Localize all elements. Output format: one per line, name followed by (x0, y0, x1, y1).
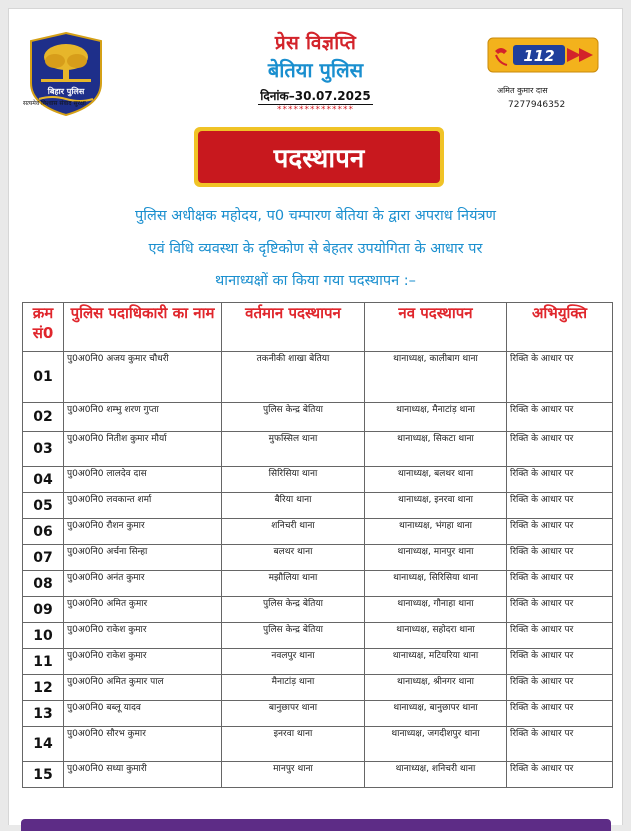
table-row (23, 432, 613, 467)
cell-name: पु0अ0नि0 रौशन कुमार (64, 519, 222, 545)
cell-sn: 14 (23, 727, 64, 762)
table-row (23, 623, 613, 649)
intro-line-3: थानाध्यक्षों का किया गया पदस्थापन :– (215, 273, 416, 289)
posting-table (22, 302, 613, 788)
table-row (23, 727, 613, 762)
cell-sn: 08 (23, 571, 64, 597)
table-row (23, 352, 613, 403)
cell-current: शनिचरी थाना (222, 519, 365, 545)
cell-new: थानाध्यक्ष, सिरिसिया थाना (365, 571, 507, 597)
table-row (23, 467, 613, 493)
cell-name: पु0अ0नि0 सध्या कुमारी (64, 762, 222, 788)
badge-number: 112 (523, 47, 555, 65)
cell-new: थानाध्यक्ष, बलथर थाना (365, 467, 507, 493)
cell-sn: 04 (23, 467, 64, 493)
cell-remark: रिक्ति के आधार पर (507, 597, 613, 623)
cell-remark: रिक्ति के आधार पर (507, 762, 613, 788)
cell-sn: 13 (23, 701, 64, 727)
cell-sn: 03 (23, 432, 64, 467)
banner-title: पदस्थापन (198, 131, 440, 183)
bottom-bar (21, 819, 611, 831)
table-row (23, 701, 613, 727)
intro-line-1: पुलिस अधीक्षक महोदय, प0 चम्पारण बेतिया के द्वारा अपराध नियंत्रण (135, 208, 496, 224)
cell-new: थानाध्यक्ष, भंगहा थाना (365, 519, 507, 545)
cell-new: थानाध्यक्ष, मानपुर थाना (365, 545, 507, 571)
header-remark: अभियुक्ति (507, 303, 613, 352)
header-new-posting: नव पदस्थापन (365, 303, 507, 352)
press-release-title: प्रेस विज्ञप्ति (274, 32, 357, 54)
cell-sn: 07 (23, 545, 64, 571)
cell-new: थानाध्यक्ष, बानुछापर थाना (365, 701, 507, 727)
contact-name: अमित कुमार दास (497, 86, 548, 95)
cell-current: पुलिस केन्द्र बेतिया (222, 623, 365, 649)
table-row (23, 571, 613, 597)
cell-remark: रिक्ति के आधार पर (507, 727, 613, 762)
cell-remark: रिक्ति के आधार पर (507, 432, 613, 467)
cell-current: बैरिया थाना (222, 493, 365, 519)
cell-sn: 11 (23, 649, 64, 675)
cell-current: बलथर थाना (222, 545, 365, 571)
cell-sn: 09 (23, 597, 64, 623)
cell-name: पु0अ0नि0 राकेश कुमार (64, 623, 222, 649)
cell-current: इनरवा थाना (222, 727, 365, 762)
table-row (23, 403, 613, 432)
cell-remark: रिक्ति के आधार पर (507, 403, 613, 432)
logo-tagline: सत्यमेव विश्वास संवाद सुरक्षा (23, 100, 86, 107)
stars-divider: ************** (277, 105, 354, 115)
cell-current: मझौलिया थाना (222, 571, 365, 597)
cell-remark: रिक्ति के आधार पर (507, 519, 613, 545)
cell-current: बानुछापर थाना (222, 701, 365, 727)
cell-sn: 12 (23, 675, 64, 701)
cell-new: थानाध्यक्ष, सिकटा थाना (365, 432, 507, 467)
cell-name: पु0अ0नि0 राकेश कुमार (64, 649, 222, 675)
cell-new: थानाध्यक्ष, श्रीनगर थाना (365, 675, 507, 701)
contact-phone: 7277946352 (508, 100, 566, 110)
cell-name: पु0अ0नि0 लवकान्त शर्मा (64, 493, 222, 519)
cell-current: पुलिस केन्द्र बेतिया (222, 597, 365, 623)
cell-current: नवलपुर थाना (222, 649, 365, 675)
cell-remark: रिक्ति के आधार पर (507, 675, 613, 701)
cell-name: पु0अ0नि0 लालदेव दास (64, 467, 222, 493)
cell-name: पु0अ0नि0 नितीश कुमार मौर्या (64, 432, 222, 467)
table-row (23, 762, 613, 788)
cell-new: थानाध्यक्ष, गौनाहा थाना (365, 597, 507, 623)
cell-current: मुफस्सिल थाना (222, 432, 365, 467)
table-row (23, 519, 613, 545)
cell-new: थानाध्यक्ष, शनिचरी थाना (365, 762, 507, 788)
table-row (23, 649, 613, 675)
cell-remark: रिक्ति के आधार पर (507, 571, 613, 597)
header-current-posting: वर्तमान पदस्थापन (222, 303, 365, 352)
cell-current: मानपुर थाना (222, 762, 365, 788)
cell-name: पु0अ0नि0 अजय कुमार चौधरी (64, 352, 222, 403)
cell-new: थानाध्यक्ष, मटियरिया थाना (365, 649, 507, 675)
cell-name: पु0अ0नि0 बब्लू यादव (64, 701, 222, 727)
cell-new: थानाध्यक्ष, मैनाटांड़ थाना (365, 403, 507, 432)
press-release-subtitle: बेतिया पुलिस (267, 58, 364, 82)
posting-banner (194, 127, 444, 187)
cell-name: पु0अ0नि0 अर्चना सिन्हा (64, 545, 222, 571)
cell-sn: 06 (23, 519, 64, 545)
logo-text: बिहार पुलिस (47, 87, 85, 96)
cell-sn: 10 (23, 623, 64, 649)
cell-new: थानाध्यक्ष, जगदीशपुर थाना (365, 727, 507, 762)
table-row (23, 545, 613, 571)
table-row (23, 597, 613, 623)
cell-current: सिरिसिया थाना (222, 467, 365, 493)
date-text: दिनांक–30.07.2025 (260, 89, 371, 103)
cell-remark: रिक्ति के आधार पर (507, 701, 613, 727)
cell-remark: रिक्ति के आधार पर (507, 493, 613, 519)
header-name: पुलिस पदाधिकारी का नाम (64, 303, 222, 352)
cell-sn: 05 (23, 493, 64, 519)
table-row (23, 675, 613, 701)
header-sn: क्रम सं0 (23, 303, 64, 352)
cell-sn: 15 (23, 762, 64, 788)
cell-current: तकनीकी शाखा बेतिया (222, 352, 365, 403)
cell-new: थानाध्यक्ष, सहोदरा थाना (365, 623, 507, 649)
cell-remark: रिक्ति के आधार पर (507, 649, 613, 675)
table-row (23, 493, 613, 519)
cell-name: पु0अ0नि0 अमित कुमार पाल (64, 675, 222, 701)
cell-new: थानाध्यक्ष, इनरवा थाना (365, 493, 507, 519)
cell-name: पु0अ0नि0 अनंत कुमार (64, 571, 222, 597)
cell-current: मैनाटांड़ थाना (222, 675, 365, 701)
cell-current: पुलिस केन्द्र बेतिया (222, 403, 365, 432)
cell-remark: रिक्ति के आधार पर (507, 352, 613, 403)
cell-remark: रिक्ति के आधार पर (507, 467, 613, 493)
cell-name: पु0अ0नि0 शम्भु शरण गुप्ता (64, 403, 222, 432)
table-header-row (23, 303, 613, 352)
cell-remark: रिक्ति के आधार पर (507, 623, 613, 649)
cell-name: पु0अ0नि0 अमित कुमार (64, 597, 222, 623)
emergency-112-badge (487, 37, 599, 73)
cell-new: थानाध्यक्ष, कालीबाग थाना (365, 352, 507, 403)
cell-name: पु0अ0नि0 सौरभ कुमार (64, 727, 222, 762)
intro-line-2: एवं विधि व्यवस्था के दृष्टिकोण से बेहतर उपयोगिता के आधार पर (148, 241, 483, 257)
cell-sn: 02 (23, 403, 64, 432)
cell-sn: 01 (23, 352, 64, 403)
press-release-page (8, 8, 623, 825)
cell-remark: रिक्ति के आधार पर (507, 545, 613, 571)
